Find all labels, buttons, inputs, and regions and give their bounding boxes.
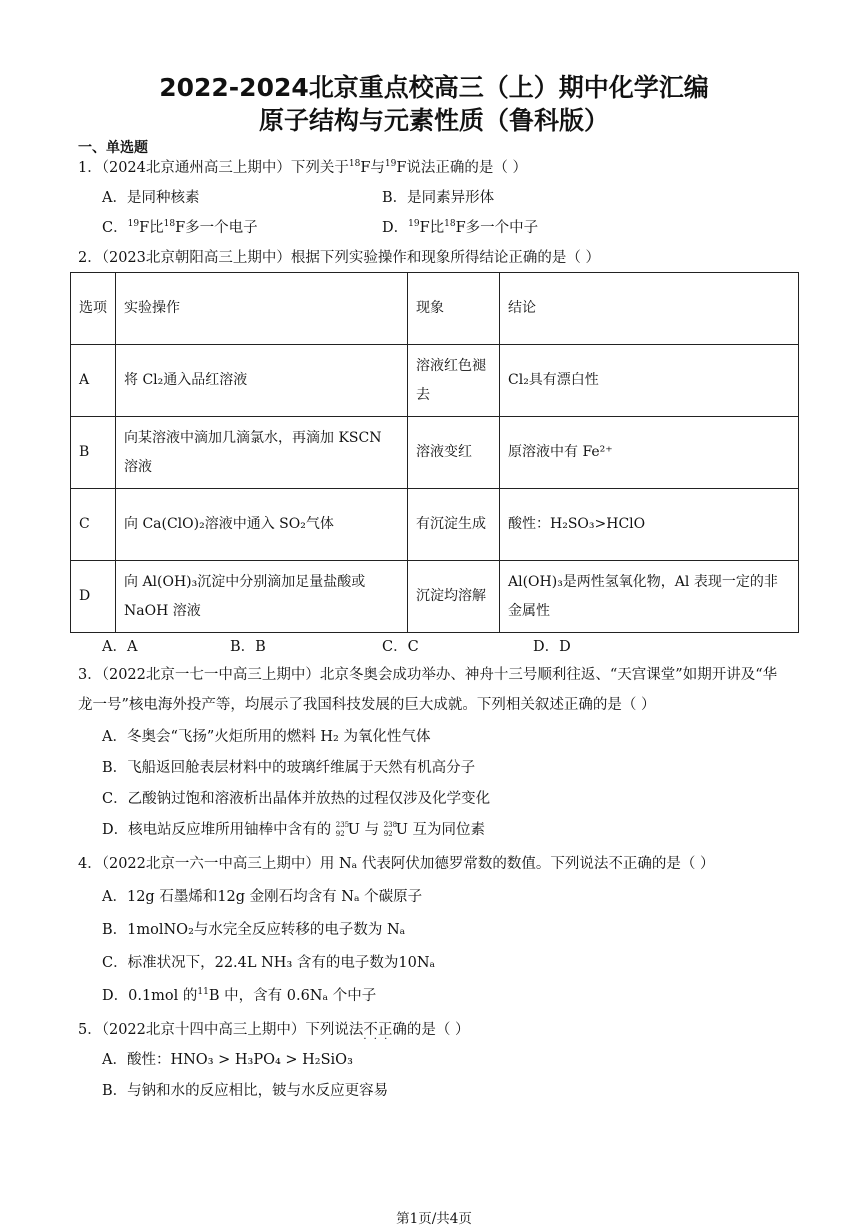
page-footer: 第1页/共4页 bbox=[396, 1211, 472, 1227]
q3-option-b: B．飞船返回舱表层材料中的玻璃纤维属于天然有机高分子 bbox=[102, 760, 476, 776]
q4-option-d: D．0.1mol 的$^{11}$B 中，含有 0.6Nₐ 个中子 bbox=[102, 987, 377, 1004]
row-phenomenon: 有沉淀生成 bbox=[408, 489, 500, 561]
q1-option-b: B．是同素异形体 bbox=[382, 190, 495, 206]
row-conclusion: 原溶液中有 Fe²⁺ bbox=[500, 417, 799, 489]
header-conclusion: 结论 bbox=[500, 273, 799, 345]
q5-option-a: A．酸性：HNO₃ > H₃PO₄ > H₂SiO₃ bbox=[102, 1052, 353, 1068]
experiment-table bbox=[70, 272, 799, 633]
question-2-stem: 2．（2023北京朝阳高三上期中）根据下列实验操作和现象所得结论正确的是（ ） bbox=[78, 250, 600, 266]
q3-option-a: A．冬奥会“飞扬”火炬所用的燃料 H₂ 为氧化性气体 bbox=[102, 729, 431, 745]
row-operation: 向 Al(OH)₃沉淀中分别滴加足量盐酸或 NaOH 溶液 bbox=[116, 561, 408, 633]
row-option: B bbox=[71, 417, 116, 489]
q3-option-c: C．乙酸钠过饱和溶液析出晶体并放热的过程仅涉及化学变化 bbox=[102, 791, 491, 807]
emphasis-dots: 不正确 · · · bbox=[363, 1022, 407, 1038]
row-phenomenon: 溶液变红 bbox=[408, 417, 500, 489]
table-row bbox=[71, 489, 799, 561]
row-operation: 将 Cl₂通入品红溶液 bbox=[116, 345, 408, 417]
section-heading: 一、单选题 bbox=[78, 140, 148, 156]
q2-choice-d: D．D bbox=[533, 639, 571, 655]
q3-option-d: D．核电站反应堆所用铀棒中含有的 235 92 U 与 238 92 U 互为同位素 bbox=[102, 821, 486, 838]
question-1-stem: 1．（2024北京通州高三上期中）下列关于$^{18}$F与$^{19}$F说法正确的是（ ） bbox=[78, 159, 528, 176]
row-phenomenon: 沉淀均溶解 bbox=[408, 561, 500, 633]
q1-option-a: A．是同种核素 bbox=[102, 190, 200, 206]
row-option: C bbox=[71, 489, 116, 561]
question-4-stem: 4．（2022北京一六一中高三上期中）用 Nₐ 代表阿伏加德罗常数的数值。下列说法不正确的是（ ） bbox=[78, 856, 715, 872]
document-title-line2: 原子结构与元素性质（鲁科版） bbox=[258, 106, 609, 135]
table-row bbox=[71, 561, 799, 633]
question-5-stem: 5．（2022北京十四中高三上期中）下列说法不正确 · · ·的是（ ） bbox=[78, 1018, 470, 1039]
row-option: D bbox=[71, 561, 116, 633]
document-title-line1: 2022-2024北京重点校高三（上）期中化学汇编 bbox=[159, 73, 709, 102]
table-row bbox=[71, 345, 799, 417]
row-phenomenon: 溶液红色褪去 bbox=[408, 345, 500, 417]
q2-choice-c: C．C bbox=[382, 639, 419, 655]
uranium-235-nuclide: 235 92 bbox=[335, 821, 350, 838]
table-header-row bbox=[71, 273, 799, 345]
q2-choice-a: A．A bbox=[102, 639, 138, 655]
question-3-stem-line2: 龙一号”核电海外投产等，均展示了我国科技发展的巨大成就。下列相关叙述正确的是（ ） bbox=[78, 697, 656, 713]
header-operation: 实验操作 bbox=[116, 273, 408, 345]
uranium-238-nuclide: 238 92 bbox=[383, 821, 398, 838]
q5-option-b: B．与钠和水的反应相比，铍与水反应更容易 bbox=[102, 1083, 389, 1099]
q1-option-d: D．$^{19}$F比$^{18}$F多一个中子 bbox=[382, 219, 539, 236]
q2-choice-b: B．B bbox=[230, 639, 266, 655]
row-conclusion: 酸性：H₂SO₃>HClO bbox=[500, 489, 799, 561]
table-row bbox=[71, 417, 799, 489]
q1-option-c: C．$^{19}$F比$^{18}$F多一个电子 bbox=[102, 219, 258, 236]
q4-option-b: B．1molNO₂与水完全反应转移的电子数为 Nₐ bbox=[102, 922, 406, 938]
row-option: A bbox=[71, 345, 116, 417]
header-option: 选项 bbox=[71, 273, 116, 345]
q4-option-a: A．12g 石墨烯和12g 金刚石均含有 Nₐ 个碳原子 bbox=[102, 889, 423, 905]
question-3-stem-line1: 3．（2022北京一七一中高三上期中）北京冬奥会成功举办、神舟十三号顺利往返、“天宫课堂”如期开讲及“华 bbox=[78, 667, 778, 683]
row-operation: 向 Ca(ClO)₂溶液中通入 SO₂气体 bbox=[116, 489, 408, 561]
header-phenomenon: 现象 bbox=[408, 273, 500, 345]
row-conclusion: Al(OH)₃是两性氢氧化物，Al 表现一定的非金属性 bbox=[500, 561, 799, 633]
row-conclusion: Cl₂具有漂白性 bbox=[500, 345, 799, 417]
q4-option-c: C．标准状况下，22.4L NH₃ 含有的电子数为10Nₐ bbox=[102, 955, 436, 971]
row-operation: 向某溶液中滴加几滴氯水，再滴加 KSCN 溶液 bbox=[116, 417, 408, 489]
